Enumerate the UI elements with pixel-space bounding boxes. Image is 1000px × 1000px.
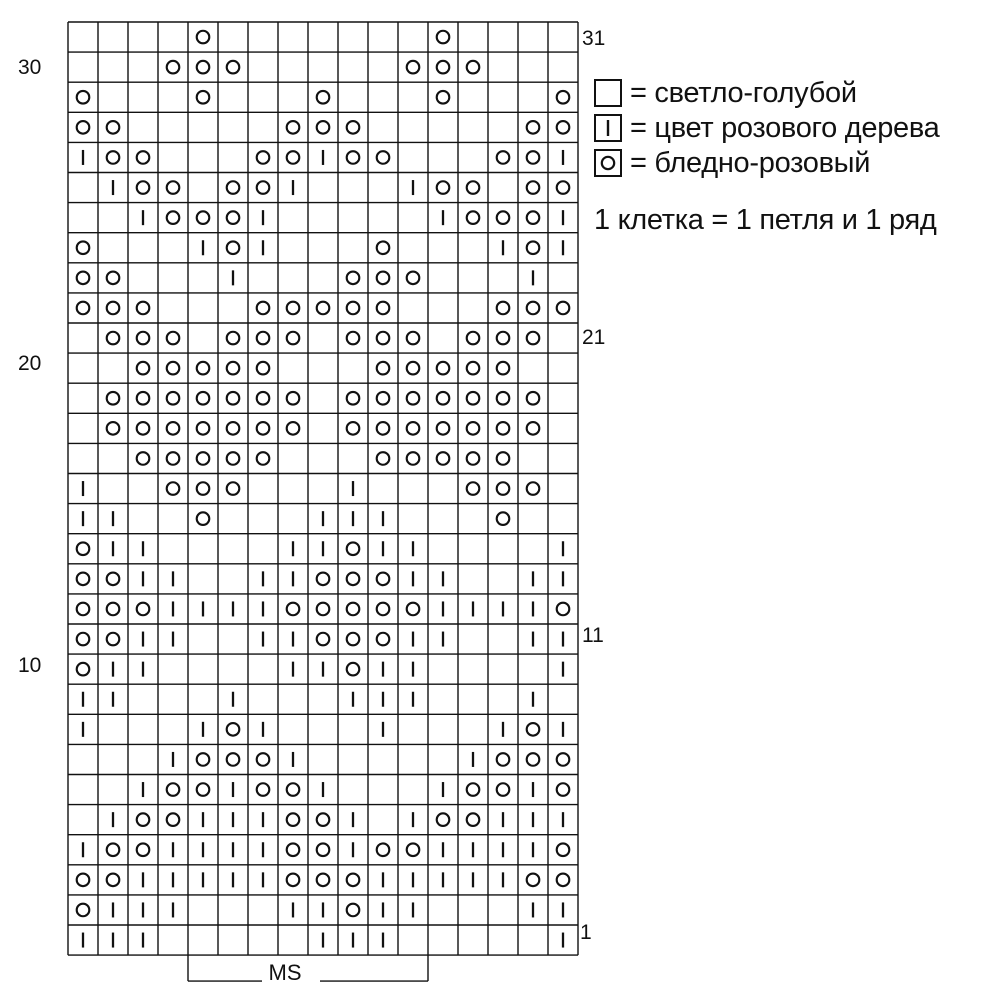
circle-stitch-mark [437, 392, 450, 405]
circle-stitch-mark [527, 211, 540, 224]
circle-stitch-mark [167, 211, 180, 224]
circle-stitch-mark [107, 573, 120, 586]
circle-stitch-mark [197, 783, 210, 796]
circle-stitch-mark [527, 392, 540, 405]
circle-stitch-mark [137, 452, 150, 465]
circle-stitch-mark [257, 422, 270, 435]
circle-stitch-mark [107, 302, 120, 315]
circle-stitch-mark [137, 302, 150, 315]
circle-stitch-mark [437, 452, 450, 465]
circle-stitch-mark [227, 753, 240, 766]
circle-stitch-mark [407, 452, 420, 465]
circle-stitch-mark [527, 332, 540, 345]
circle-stitch-mark [377, 241, 390, 254]
circle-stitch-mark [317, 302, 330, 315]
row-label-30: 30 [18, 56, 42, 79]
circle-stitch-mark [77, 874, 90, 887]
circle-stitch-mark [107, 151, 120, 164]
circle-stitch-mark [407, 332, 420, 345]
circle-stitch-mark [497, 151, 510, 164]
circle-stitch-mark [347, 332, 360, 345]
circle-stitch-mark [467, 482, 480, 495]
circle-stitch-mark [317, 874, 330, 887]
circle-stitch-mark [527, 121, 540, 134]
circle-stitch-mark [287, 121, 300, 134]
row-label-20: 20 [18, 352, 42, 375]
circle-stitch-mark [497, 211, 510, 224]
circle-stitch-mark [77, 663, 90, 676]
circle-stitch-mark [77, 241, 90, 254]
circle-stitch-mark [167, 422, 180, 435]
circle-stitch-mark [287, 332, 300, 345]
circle-stitch-mark [467, 422, 480, 435]
circle-stitch-mark [107, 874, 120, 887]
circle-stitch-mark [227, 482, 240, 495]
circle-stitch-mark [167, 392, 180, 405]
circle-square-icon [594, 149, 622, 177]
circle-stitch-mark [317, 633, 330, 646]
circle-stitch-mark [377, 392, 390, 405]
circle-stitch-mark [257, 392, 270, 405]
row-label-1: 1 [580, 921, 592, 944]
circle-stitch-mark [137, 392, 150, 405]
circle-stitch-mark [347, 542, 360, 555]
circle-stitch-mark [527, 302, 540, 315]
circle-stitch-mark [377, 332, 390, 345]
circle-stitch-mark [197, 452, 210, 465]
circle-stitch-mark [137, 151, 150, 164]
circle-stitch-mark [287, 603, 300, 616]
circle-stitch-mark [377, 362, 390, 375]
circle-stitch-mark [347, 392, 360, 405]
circle-stitch-mark [497, 783, 510, 796]
circle-stitch-mark [317, 573, 330, 586]
repeat-bracket [188, 955, 428, 981]
circle-stitch-mark [107, 272, 120, 285]
circle-stitch-mark [137, 181, 150, 194]
circle-stitch-mark [257, 151, 270, 164]
circle-stitch-mark [527, 874, 540, 887]
circle-stitch-mark [197, 753, 210, 766]
circle-stitch-mark [317, 603, 330, 616]
circle-stitch-mark [377, 422, 390, 435]
circle-stitch-mark [557, 874, 570, 887]
circle-stitch-mark [227, 61, 240, 74]
circle-stitch-mark [227, 181, 240, 194]
circle-stitch-mark [407, 61, 420, 74]
circle-stitch-mark [437, 31, 450, 44]
circle-stitch-mark [557, 121, 570, 134]
circle-stitch-mark [347, 422, 360, 435]
circle-stitch-mark [437, 91, 450, 104]
circle-stitch-mark [437, 362, 450, 375]
circle-stitch-mark [107, 603, 120, 616]
row-label-10: 10 [18, 654, 42, 677]
circle-stitch-mark [407, 272, 420, 285]
circle-stitch-mark [497, 512, 510, 525]
circle-stitch-mark [437, 422, 450, 435]
circle-stitch-mark [257, 452, 270, 465]
legend-item-pale-pink [594, 148, 870, 178]
circle-stitch-mark [77, 91, 90, 104]
circle-stitch-mark [137, 843, 150, 856]
legend-note: 1 клетка = 1 петля и 1 ряд [594, 204, 937, 236]
legend-item-rosewood [594, 113, 939, 143]
circle-stitch-mark [227, 392, 240, 405]
circle-stitch-mark [497, 302, 510, 315]
circle-stitch-mark [467, 211, 480, 224]
circle-stitch-mark [557, 753, 570, 766]
circle-stitch-mark [257, 783, 270, 796]
circle-stitch-mark [197, 422, 210, 435]
chart-symbols [77, 31, 570, 948]
circle-stitch-mark [137, 422, 150, 435]
circle-stitch-mark [497, 362, 510, 375]
circle-stitch-mark [227, 211, 240, 224]
circle-stitch-mark [407, 392, 420, 405]
circle-stitch-mark [107, 633, 120, 646]
circle-stitch-mark [197, 482, 210, 495]
circle-stitch-mark [167, 362, 180, 375]
circle-stitch-mark [377, 633, 390, 646]
circle-stitch-mark [137, 813, 150, 826]
circle-stitch-mark [347, 904, 360, 917]
circle-stitch-mark [317, 843, 330, 856]
legend-text-rosewood: = цвет розового дерева [630, 111, 940, 144]
circle-stitch-mark [347, 302, 360, 315]
circle-stitch-mark [77, 542, 90, 555]
circle-stitch-mark [377, 452, 390, 465]
circle-stitch-mark [497, 332, 510, 345]
circle-stitch-mark [527, 241, 540, 254]
circle-stitch-mark [137, 362, 150, 375]
circle-stitch-mark [437, 181, 450, 194]
legend-text-light-blue: = светло-голубой [630, 76, 857, 109]
legend-item-light-blue [594, 78, 857, 108]
circle-stitch-mark [257, 181, 270, 194]
repeat-label: MS [268, 960, 302, 985]
circle-stitch-mark [497, 422, 510, 435]
circle-stitch-mark [287, 813, 300, 826]
circle-stitch-mark [407, 422, 420, 435]
circle-stitch-mark [407, 362, 420, 375]
circle-stitch-mark [347, 874, 360, 887]
circle-stitch-mark [227, 452, 240, 465]
circle-stitch-mark [527, 181, 540, 194]
circle-stitch-mark [287, 392, 300, 405]
circle-stitch-mark [77, 302, 90, 315]
circle-stitch-mark [467, 452, 480, 465]
circle-stitch-mark [527, 482, 540, 495]
circle-stitch-mark [197, 362, 210, 375]
circle-stitch-mark [287, 422, 300, 435]
circle-stitch-mark [437, 813, 450, 826]
blank-square-icon [594, 79, 622, 107]
circle-stitch-mark [557, 783, 570, 796]
circle-stitch-mark [227, 362, 240, 375]
circle-stitch-mark [497, 753, 510, 766]
circle-stitch-mark [197, 31, 210, 44]
bar-square-icon [594, 114, 622, 142]
circle-stitch-mark [347, 603, 360, 616]
circle-stitch-mark [107, 843, 120, 856]
circle-stitch-mark [467, 392, 480, 405]
circle-stitch-mark [347, 121, 360, 134]
circle-stitch-mark [467, 813, 480, 826]
circle-stitch-mark [257, 753, 270, 766]
circle-stitch-mark [197, 512, 210, 525]
circle-stitch-mark [197, 91, 210, 104]
circle-stitch-mark [167, 482, 180, 495]
circle-stitch-mark [227, 723, 240, 736]
circle-stitch-mark [257, 332, 270, 345]
circle-stitch-mark [557, 302, 570, 315]
circle-stitch-mark [77, 272, 90, 285]
circle-stitch-mark [197, 392, 210, 405]
circle-stitch-mark [317, 91, 330, 104]
circle-stitch-mark [257, 362, 270, 375]
circle-stitch-mark [287, 783, 300, 796]
circle-stitch-mark [377, 573, 390, 586]
circle-stitch-mark [107, 422, 120, 435]
circle-stitch-mark [197, 211, 210, 224]
circle-stitch-mark [287, 151, 300, 164]
circle-stitch-mark [107, 121, 120, 134]
circle-stitch-mark [167, 783, 180, 796]
circle-stitch-mark [347, 663, 360, 676]
circle-stitch-mark [137, 603, 150, 616]
circle-stitch-mark [497, 452, 510, 465]
circle-stitch-mark [317, 813, 330, 826]
circle-stitch-mark [167, 813, 180, 826]
circle-stitch-mark [467, 61, 480, 74]
row-label-11: 11 [582, 624, 604, 647]
circle-stitch-mark [347, 573, 360, 586]
circle-stitch-mark [377, 843, 390, 856]
circle-stitch-mark [77, 573, 90, 586]
circle-stitch-mark [347, 272, 360, 285]
circle-stitch-mark [527, 151, 540, 164]
circle-stitch-mark [497, 392, 510, 405]
circle-stitch-mark [137, 332, 150, 345]
circle-stitch-mark [167, 452, 180, 465]
circle-stitch-mark [227, 332, 240, 345]
circle-stitch-mark [377, 151, 390, 164]
row-label-31: 31 [582, 27, 606, 50]
circle-stitch-mark [317, 121, 330, 134]
circle-stitch-mark [347, 151, 360, 164]
circle-stitch-mark [527, 422, 540, 435]
circle-stitch-mark [557, 181, 570, 194]
circle-stitch-mark [377, 603, 390, 616]
circle-stitch-mark [347, 633, 360, 646]
circle-stitch-mark [107, 392, 120, 405]
circle-stitch-mark [257, 302, 270, 315]
circle-stitch-mark [437, 61, 450, 74]
circle-stitch-mark [167, 181, 180, 194]
circle-stitch-mark [77, 121, 90, 134]
circle-stitch-mark [557, 603, 570, 616]
circle-stitch-mark [467, 181, 480, 194]
circle-stitch-mark [467, 783, 480, 796]
circle-stitch-mark [557, 91, 570, 104]
circle-stitch-mark [77, 603, 90, 616]
circle-stitch-mark [407, 603, 420, 616]
circle-stitch-mark [407, 843, 420, 856]
circle-stitch-mark [377, 302, 390, 315]
circle-stitch-mark [467, 332, 480, 345]
circle-stitch-mark [497, 482, 510, 495]
circle-stitch-mark [167, 61, 180, 74]
circle-stitch-mark [287, 874, 300, 887]
circle-stitch-mark [557, 843, 570, 856]
circle-stitch-mark [287, 843, 300, 856]
row-label-21: 21 [582, 326, 606, 349]
circle-stitch-mark [527, 753, 540, 766]
circle-stitch-mark [467, 362, 480, 375]
legend-text-pale-pink: = бледно-розовый [630, 146, 871, 179]
circle-stitch-mark [167, 332, 180, 345]
circle-stitch-mark [377, 272, 390, 285]
circle-stitch-mark [107, 332, 120, 345]
circle-stitch-mark [197, 61, 210, 74]
circle-stitch-mark [77, 633, 90, 646]
circle-stitch-mark [227, 241, 240, 254]
circle-stitch-mark [77, 904, 90, 917]
circle-stitch-mark [227, 422, 240, 435]
circle-stitch-mark [527, 723, 540, 736]
circle-stitch-mark [287, 302, 300, 315]
